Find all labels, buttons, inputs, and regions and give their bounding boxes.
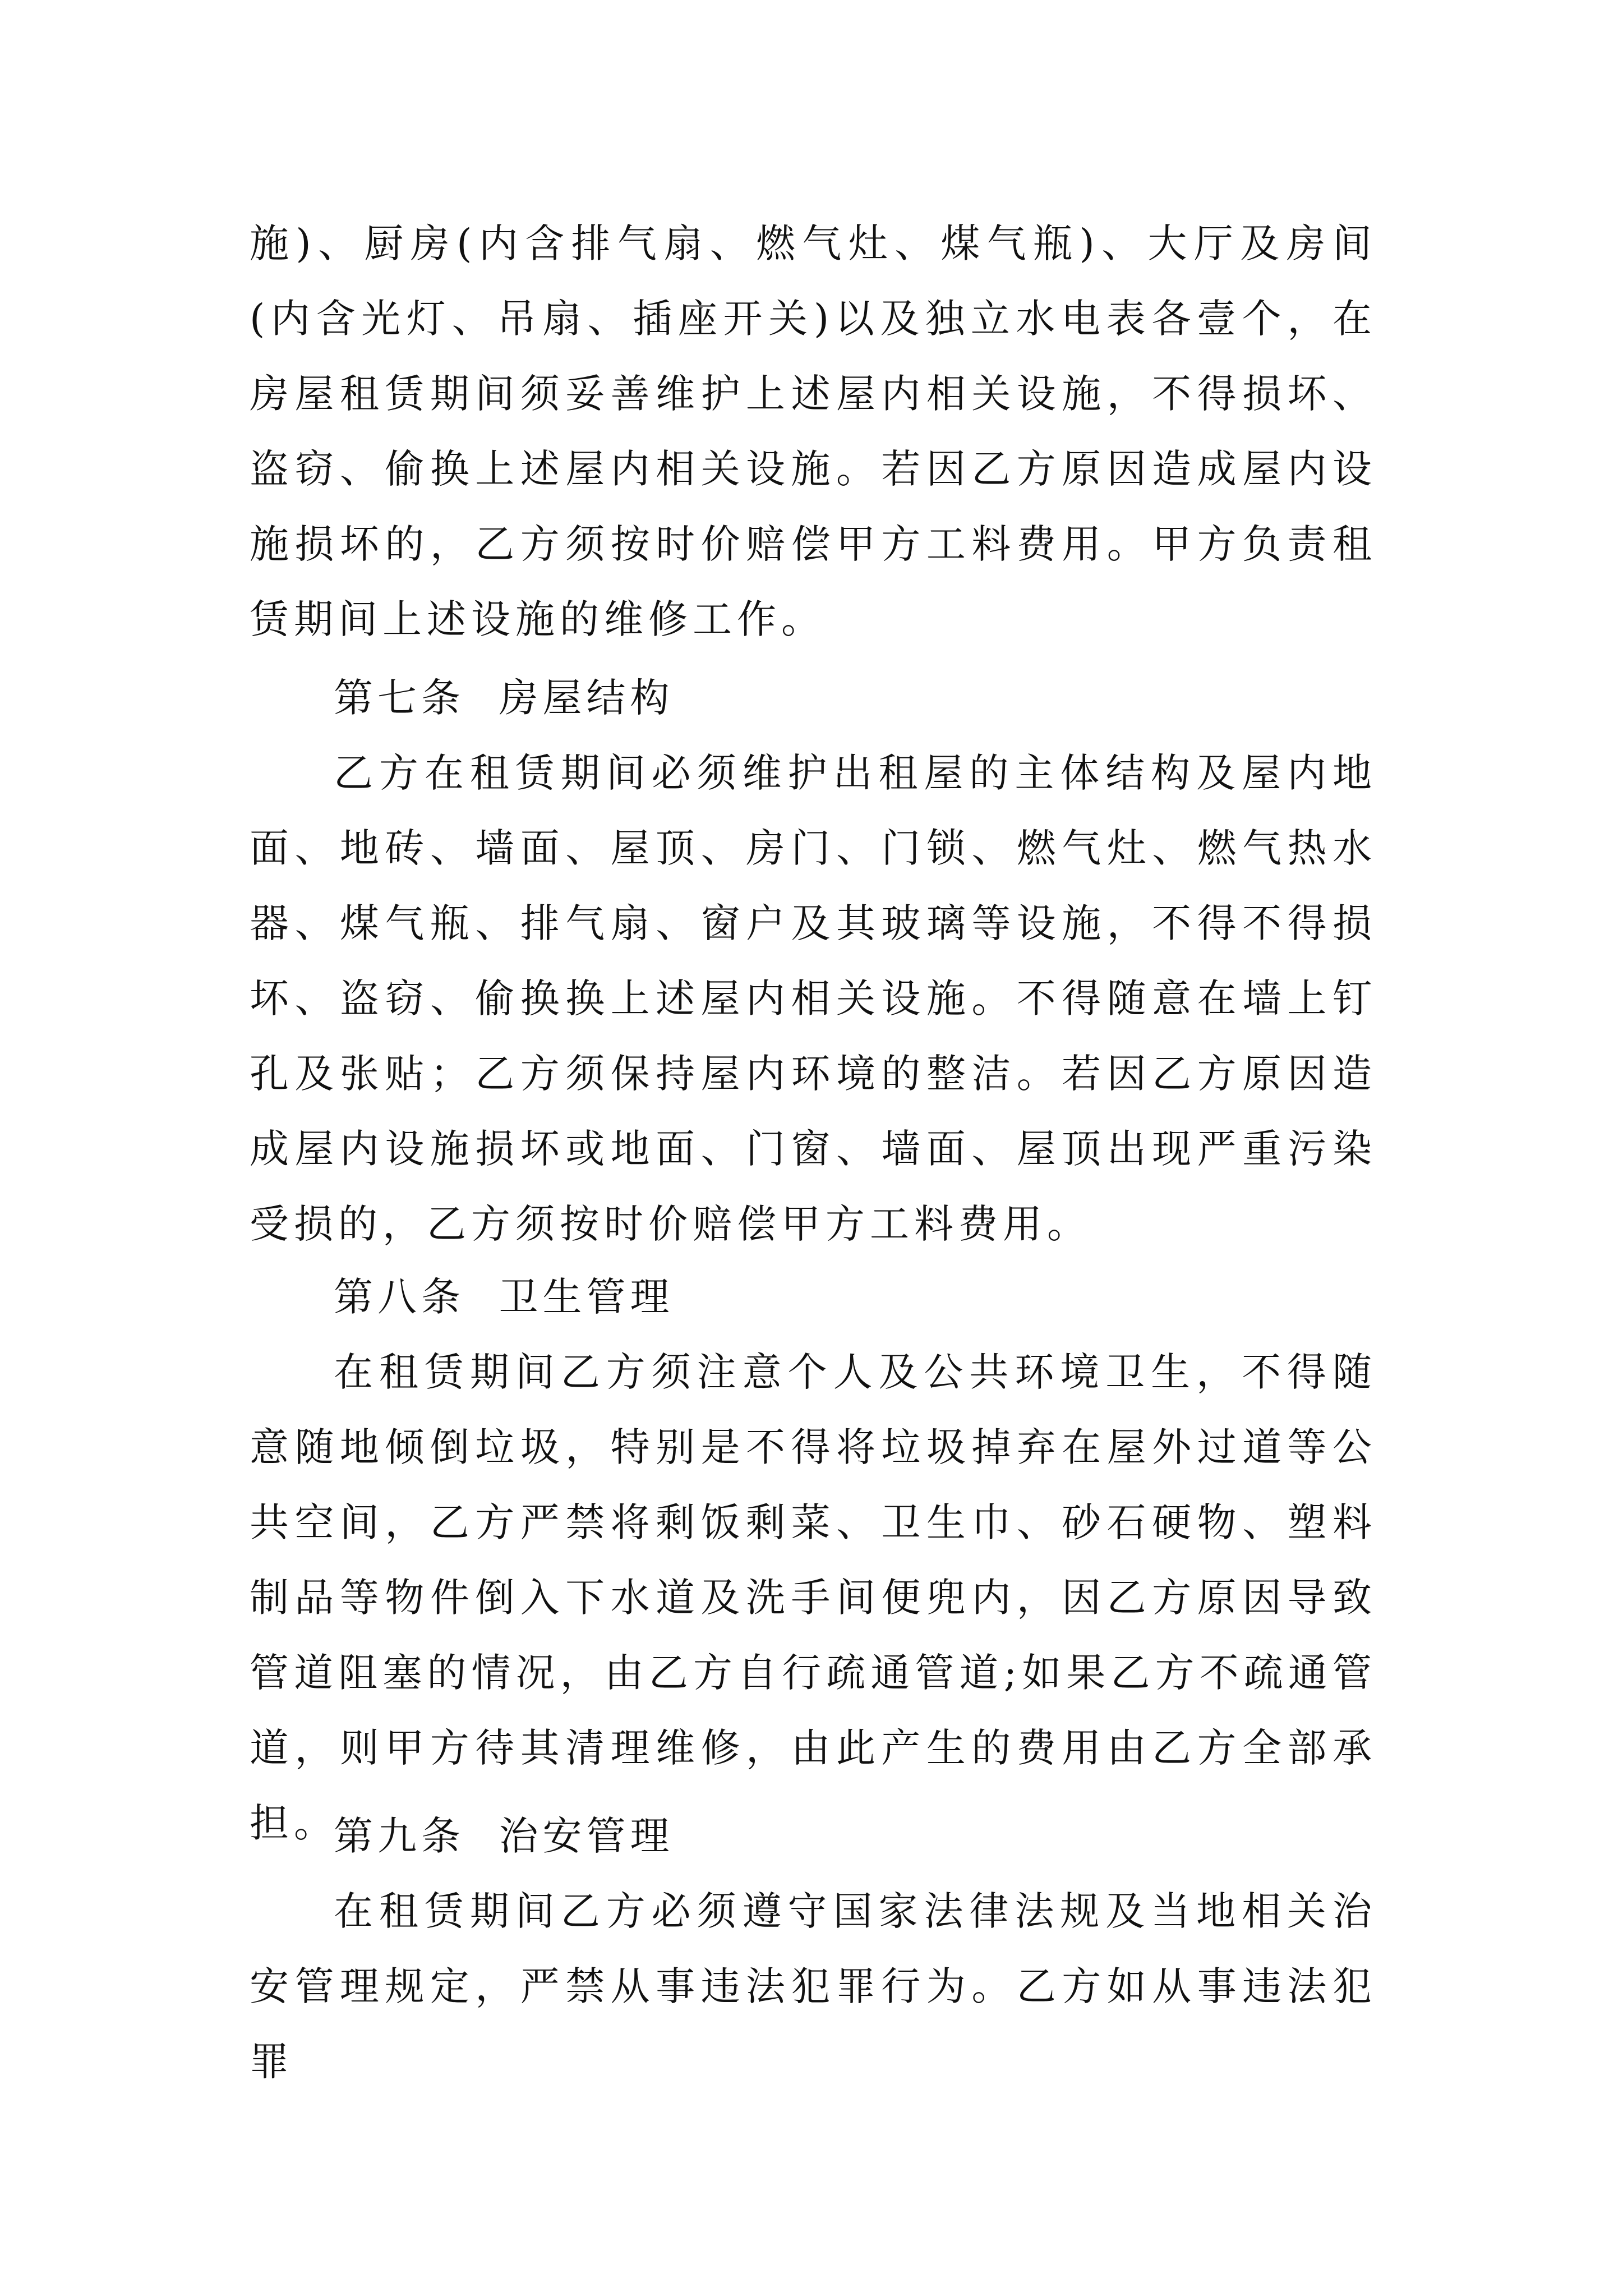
paragraph-continuation-facilities: 施)、厨房(内含排气扇、燃气灶、煤气瓶)、大厅及房间(内含光灯、吊扇、插座开关)以及独立水电表各壹个，在房屋租赁期间须妥善维护上述屋内相关设施，不得损坏、盗窃、偷换上述屋内相关设施。若因乙方原因造成屋内设施损坏的，乙方须按时价赔偿甲方工料费用。甲方负责租赁期间上述设施的维修工作。 xyxy=(250,220,1377,642)
article-7-heading: 第七条 房屋结构 xyxy=(334,675,674,721)
article-8-heading: 第八条 卫生管理 xyxy=(334,1274,674,1320)
article-9-body: 在租赁期间乙方必须遵守国家法律法规及当地相关治安管理规定，严禁从事违法犯罪行为。乙方如从事违法犯罪 xyxy=(250,1888,1377,2085)
article-7-body: 乙方在租赁期间必须维护出租屋的主体结构及屋内地面、地砖、墙面、屋顶、房门、门锁、燃气灶、燃气热水器、煤气瓶、排气扇、窗户及其玻璃等设施，不得不得损坏、盗窃、偷换换上述屋内相关设施。不得随意在墙上钉孔及张贴；乙方须保持屋内环境的整洁。若因乙方原因造成屋内设施损坏或地面、门窗、墙面、屋顶出现严重污染受损的，乙方须按时价赔偿甲方工料费用。 xyxy=(250,750,1377,1247)
article-8-body: 在租赁期间乙方须注意个人及公共环境卫生，不得随意随地倾倒垃圾，特别是不得将垃圾掉弃在屋外过道等公共空间，乙方严禁将剩饭剩菜、卫生巾、砂石硬物、塑料制品等物件倒入下水道及洗手间便兜内，因乙方原因导致管道阻塞的情况，由乙方自行疏通管道;如果乙方不疏通管道，则甲方待其清理维修，由此产生的费用由乙方全部承担。 xyxy=(250,1349,1377,1846)
article-9-heading: 第九条 治安管理 xyxy=(334,1813,674,1859)
